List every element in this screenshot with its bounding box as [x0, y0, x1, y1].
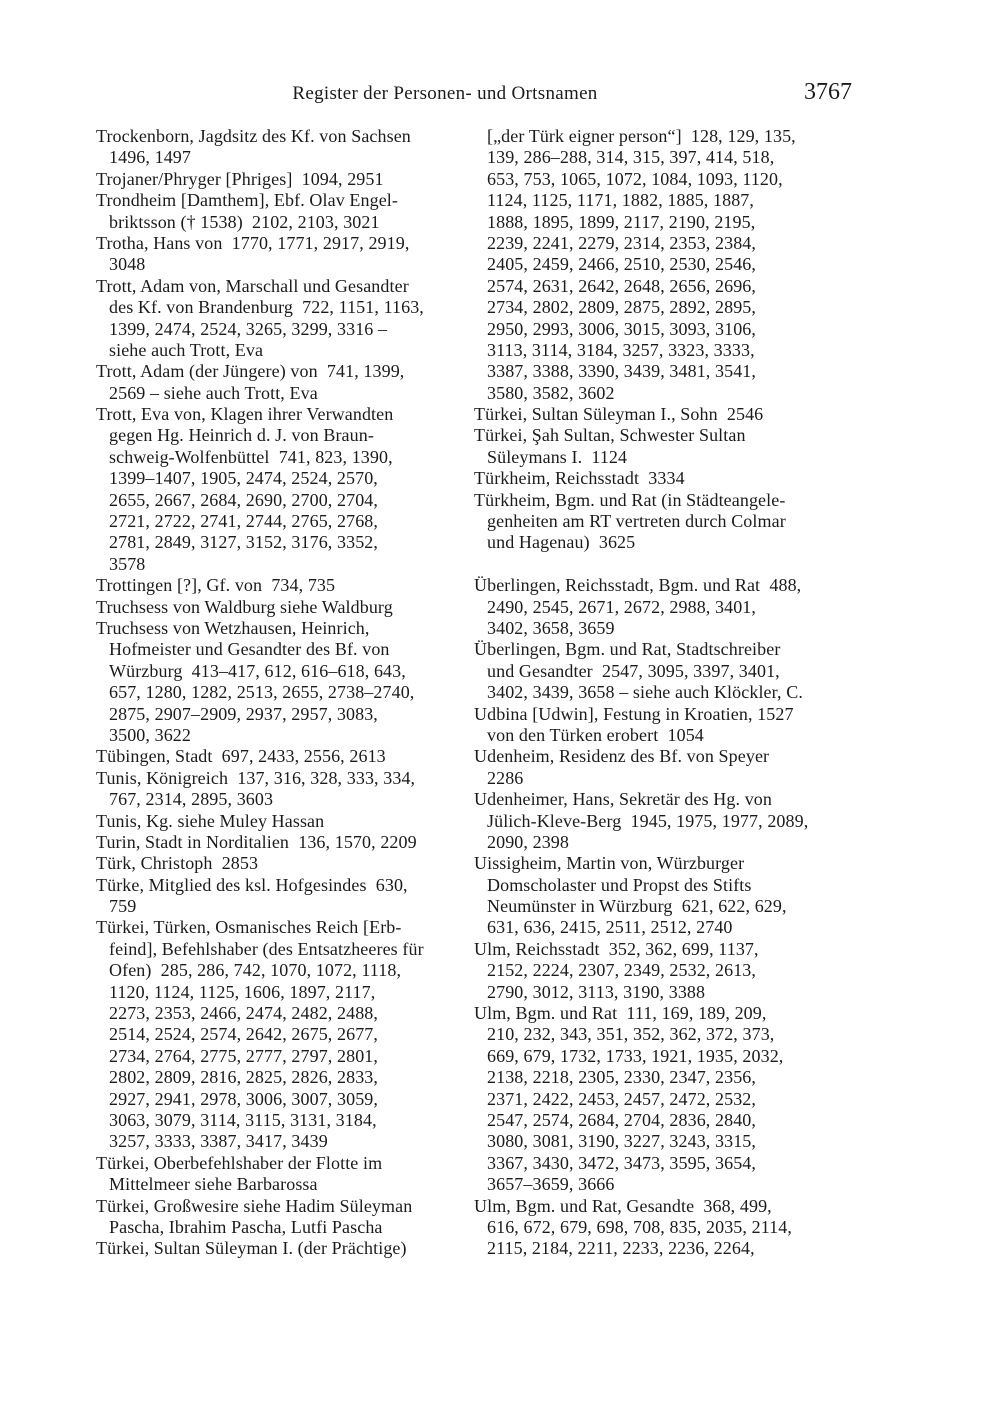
entry-first-line: Trojaner/Phryger [Phriges] 1094, 2951 [96, 168, 384, 189]
page-number: 3767 [804, 79, 852, 105]
index-entry [96, 233, 474, 276]
entry-continuation-line: 1496, 1497 [109, 147, 191, 168]
entry-first-line: Truchsess von Waldburg siehe Waldburg [96, 596, 393, 617]
index-entry [474, 1003, 854, 1196]
entry-continuation-line: 657, 1280, 1282, 2513, 2655, 2738–2740, [109, 682, 415, 703]
entry-continuation-line: 2090, 2398 [487, 831, 569, 852]
entry-first-line: Ulm, Bgm. und Rat, Gesandte 368, 499, [474, 1195, 772, 1216]
entry-first-line: Türkei, Türken, Osmanisches Reich [Erb- [96, 917, 402, 938]
entry-continuation-line: und Hagenau) 3625 [487, 532, 636, 553]
entry-first-line: Trott, Adam von, Marschall und Gesandter [96, 275, 409, 296]
index-entry [474, 639, 854, 703]
entry-first-line: Trockenborn, Jagdsitz des Kf. von Sachsen [96, 126, 411, 146]
index-entry [96, 1196, 474, 1239]
entry-continuation-line: 2927, 2941, 2978, 3006, 3007, 3059, [109, 1088, 378, 1109]
index-entry [474, 425, 854, 468]
entry-first-line: Ulm, Reichsstadt 352, 362, 699, 1137, [474, 938, 759, 959]
index-entry [96, 811, 474, 832]
index-entry [474, 468, 854, 489]
entry-continuation-line: 2655, 2667, 2684, 2690, 2700, 2704, [109, 489, 378, 510]
entry-continuation-line: gegen Hg. Heinrich d. J. von Braun- [109, 425, 374, 446]
entry-continuation-line: 2239, 2241, 2279, 2314, 2353, 2384, [487, 232, 756, 253]
entry-continuation-line: 1888, 1895, 1899, 2117, 2190, 2195, [487, 211, 756, 232]
entry-continuation-line: 767, 2314, 2895, 3603 [109, 789, 274, 810]
entry-continuation-line: Jülich-Kleve-Berg 1945, 1975, 1977, 2089, [487, 810, 809, 831]
index-entry [96, 190, 474, 233]
index-entry [474, 853, 854, 939]
entry-first-line: Tunis, Königreich 137, 316, 328, 333, 334, [96, 767, 416, 788]
index-entry [96, 169, 474, 190]
index-entry [96, 126, 474, 169]
entry-first-line: Türkheim, Bgm. und Rat (in Städteangele- [474, 489, 786, 510]
index-entry [96, 597, 474, 618]
entry-continuation-line: 2569 – siehe auch Trott, Eva [109, 382, 318, 403]
index-columns [96, 126, 854, 1260]
index-entry [474, 746, 854, 789]
entry-continuation-line: Hofmeister und Gesandter des Bf. von [109, 639, 390, 660]
index-entry [96, 404, 474, 575]
entry-continuation-line: Ofen) 285, 286, 742, 1070, 1072, 1118, [109, 960, 402, 981]
entry-first-line: Trottingen [?], Gf. von 734, 735 [96, 575, 336, 596]
entry-first-line: Udenheimer, Hans, Sekretär des Hg. von [474, 789, 772, 810]
entry-continuation-line: 2371, 2422, 2453, 2457, 2472, 2532, [487, 1088, 756, 1109]
entry-continuation-line: 2734, 2764, 2775, 2777, 2797, 2801, [109, 1045, 378, 1066]
entry-continuation-line: 1399, 2474, 2524, 3265, 3299, 3316 – [109, 318, 388, 339]
entry-continuation-line: 616, 672, 679, 698, 708, 835, 2035, 2114, [487, 1216, 792, 1237]
entry-first-line: Überlingen, Reichsstadt, Bgm. und Rat 488, [474, 575, 802, 596]
entry-continuation-line: 2286 [487, 767, 524, 788]
entry-continuation-line: Neumünster in Würzburg 621, 622, 629, [487, 896, 787, 917]
entry-continuation-line: 3367, 3430, 3472, 3473, 3595, 3654, [487, 1152, 756, 1173]
entry-first-line: Uissigheim, Martin von, Würzburger [474, 853, 745, 874]
entry-continuation-line: 1124, 1125, 1171, 1882, 1885, 1887, [487, 190, 754, 211]
index-entry [96, 832, 474, 853]
entry-first-line: Trondheim [Damthem], Ebf. Olav Engel- [96, 190, 398, 211]
index-entry [474, 939, 854, 1003]
entry-continuation-line: 3580, 3582, 3602 [487, 382, 615, 403]
entry-continuation-line: 3063, 3079, 3114, 3115, 3131, 3184, [109, 1109, 377, 1130]
index-entry [474, 126, 854, 404]
entry-continuation-line: Süleymans I. 1124 [487, 446, 628, 467]
entry-continuation-line: 3257, 3333, 3387, 3417, 3439 [109, 1131, 328, 1152]
entry-first-line: Türkei, Şah Sultan, Schwester Sultan [474, 425, 746, 446]
index-entry [96, 853, 474, 874]
index-entry [474, 704, 854, 747]
entry-continuation-line: 3402, 3439, 3658 – siehe auch Klöckler, C. [487, 682, 803, 703]
index-entry [96, 746, 474, 767]
entry-first-line: Überlingen, Bgm. und Rat, Stadtschreiber [474, 639, 781, 660]
page-header [96, 79, 852, 106]
entry-first-line: Trotha, Hans von 1770, 1771, 2917, 2919, [96, 232, 410, 253]
entry-continuation-line: schweig-Wolfenbüttel 741, 823, 1390, [109, 446, 393, 467]
entry-continuation-line: 3500, 3622 [109, 724, 191, 745]
entry-first-line: Tunis, Kg. siehe Muley Hassan [96, 810, 325, 831]
entry-first-line: Ulm, Bgm. und Rat 111, 169, 189, 209, [474, 1003, 767, 1024]
entry-continuation-line: und Gesandter 2547, 3095, 3397, 3401, [487, 660, 780, 681]
entry-continuation-line: 669, 679, 1732, 1733, 1921, 1935, 2032, [487, 1045, 784, 1066]
entry-continuation-line: 2547, 2574, 2684, 2704, 2836, 2840, [487, 1109, 756, 1130]
entry-continuation-line: feind], Befehlshaber (des Entsatzheeres für [109, 938, 424, 959]
entry-continuation-line: siehe auch Trott, Eva [109, 339, 264, 360]
entry-continuation-line: Würzburg 413–417, 612, 616–618, 643, [109, 660, 406, 681]
index-entry [96, 361, 474, 404]
entry-continuation-line: 1120, 1124, 1125, 1606, 1897, 2117, [109, 981, 376, 1002]
entry-continuation-line: 1399–1407, 1905, 2474, 2524, 2570, [109, 468, 378, 489]
entry-continuation-line: 2802, 2809, 2816, 2825, 2826, 2833, [109, 1067, 378, 1088]
entry-continuation-line: 2490, 2545, 2671, 2672, 2988, 3401, [487, 596, 756, 617]
entry-continuation-line: 3578 [109, 553, 146, 574]
entry-continuation-line: 2273, 2353, 2466, 2474, 2482, 2488, [109, 1003, 378, 1024]
entry-continuation-line: genheiten am RT vertreten durch Colmar [487, 511, 786, 532]
entry-first-line: Udbina [Udwin], Festung in Kroatien, 1527 [474, 703, 794, 724]
entry-first-line: Tübingen, Stadt 697, 2433, 2556, 2613 [96, 746, 386, 767]
index-entry [474, 490, 854, 554]
right-column [474, 126, 854, 1260]
entry-continuation-line: 210, 232, 343, 351, 352, 362, 372, 373, [487, 1024, 775, 1045]
entry-continuation-line: 139, 286–288, 314, 315, 397, 414, 518, [487, 147, 775, 168]
entry-continuation-line: 3402, 3658, 3659 [487, 617, 615, 638]
running-title: Register der Personen- und Ortsnamen [292, 83, 598, 104]
entry-continuation-line: 2138, 2218, 2305, 2330, 2347, 2356, [487, 1067, 756, 1088]
entry-continuation-line: 759 [109, 896, 137, 917]
entry-first-line: Türke, Mitglied des ksl. Hofgesindes 630, [96, 874, 408, 895]
entry-continuation-line: 2514, 2524, 2574, 2642, 2675, 2677, [109, 1024, 378, 1045]
entry-continuation-line: 2781, 2849, 3127, 3152, 3176, 3352, [109, 532, 378, 553]
left-column [96, 126, 474, 1260]
index-entry [474, 1196, 854, 1260]
entry-continuation-line: 2790, 3012, 3113, 3190, 3388 [487, 981, 706, 1002]
entry-continuation-line: 2721, 2722, 2741, 2744, 2765, 2768, [109, 511, 378, 532]
entry-first-line: Türkei, Sultan Süleyman I., Sohn 2546 [474, 404, 764, 425]
entry-first-line: Trott, Eva von, Klagen ihrer Verwandten [96, 404, 394, 425]
index-entry [96, 768, 474, 811]
index-entry [96, 276, 474, 362]
entry-continuation-line: 2152, 2224, 2307, 2349, 2532, 2613, [487, 960, 756, 981]
entry-first-line: [„der Türk eigner person“] 128, 129, 135, [487, 126, 796, 146]
index-entry [96, 1153, 474, 1196]
entry-continuation-line: Mittelmeer siehe Barbarossa [109, 1174, 318, 1195]
entry-first-line: Türkei, Oberbefehlshaber der Flotte im [96, 1152, 383, 1173]
entry-first-line: Türkei, Sultan Süleyman I. (der Prächtige) [96, 1238, 407, 1259]
entry-first-line: Türkei, Großwesire siehe Hadim Süleyman [96, 1195, 413, 1216]
entry-continuation-line: 2405, 2459, 2466, 2510, 2530, 2546, [487, 254, 756, 275]
entry-first-line: Truchsess von Wetzhausen, Heinrich, [96, 617, 370, 638]
entry-continuation-line: briktsson († 1538) 2102, 2103, 3021 [109, 211, 380, 232]
entry-first-line: Türkheim, Reichsstadt 3334 [474, 468, 685, 489]
entry-first-line: Türk, Christoph 2853 [96, 853, 259, 874]
entry-continuation-line: 3048 [109, 254, 146, 275]
index-entry [96, 1238, 474, 1259]
index-entry [474, 575, 854, 639]
entry-continuation-line: 2574, 2631, 2642, 2648, 2656, 2696, [487, 275, 756, 296]
entry-continuation-line: Pascha, Ibrahim Pascha, Lutfi Pascha [109, 1216, 383, 1237]
index-entry [96, 618, 474, 746]
entry-first-line: Trott, Adam (der Jüngere) von 741, 1399, [96, 361, 405, 382]
index-entry [96, 917, 474, 1152]
entry-continuation-line: 631, 636, 2415, 2511, 2512, 2740 [487, 917, 733, 938]
entry-continuation-line: 2875, 2907–2909, 2937, 2957, 3083, [109, 703, 378, 724]
entry-continuation-line: 2950, 2993, 3006, 3015, 3093, 3106, [487, 318, 756, 339]
entry-continuation-line: 3113, 3114, 3184, 3257, 3323, 3333, [487, 339, 755, 360]
entry-first-line: Turin, Stadt in Norditalien 136, 1570, 2209 [96, 831, 417, 852]
entry-continuation-line: 3387, 3388, 3390, 3439, 3481, 3541, [487, 361, 756, 382]
entry-continuation-line: des Kf. von Brandenburg 722, 1151, 1163, [109, 297, 424, 318]
entry-continuation-line: 3080, 3081, 3190, 3227, 3243, 3315, [487, 1131, 756, 1152]
entry-first-line: Udenheim, Residenz des Bf. von Speyer [474, 746, 770, 767]
entry-continuation-line: 2115, 2184, 2211, 2233, 2236, 2264, [487, 1238, 755, 1259]
index-entry [474, 789, 854, 853]
entry-continuation-line: Domscholaster und Propst des Stifts [487, 874, 752, 895]
entry-continuation-line: 653, 753, 1065, 1072, 1084, 1093, 1120, [487, 168, 783, 189]
entry-continuation-line: von den Türken erobert 1054 [487, 724, 704, 745]
index-entry [96, 575, 474, 596]
index-entry [474, 404, 854, 425]
index-entry [96, 875, 474, 918]
entry-continuation-line: 2734, 2802, 2809, 2875, 2892, 2895, [487, 297, 756, 318]
entry-continuation-line: 3657–3659, 3666 [487, 1174, 615, 1195]
